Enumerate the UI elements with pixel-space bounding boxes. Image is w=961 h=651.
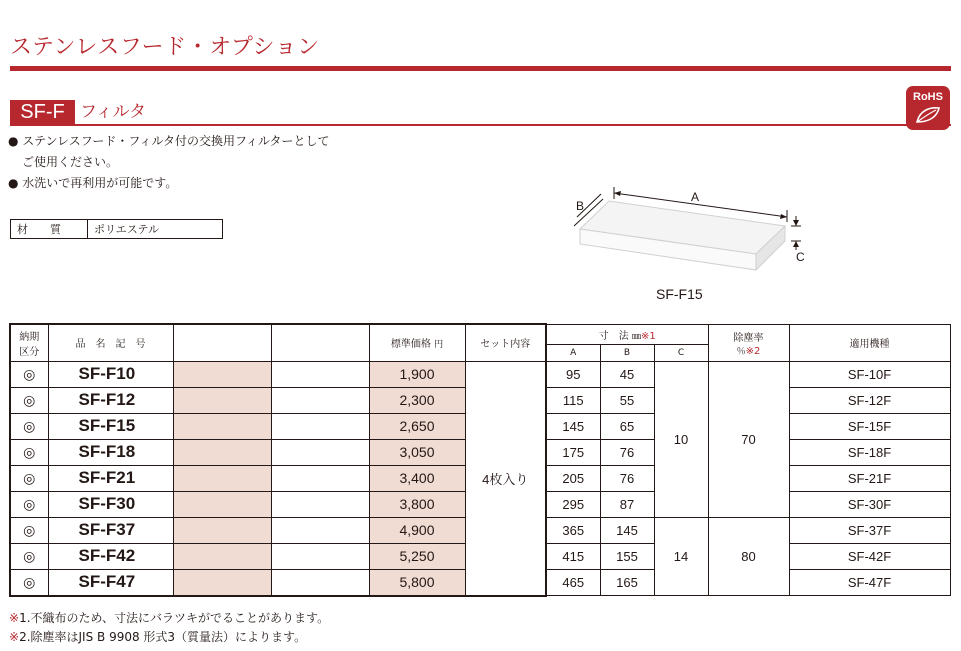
- blank-cell: [271, 439, 369, 465]
- pink-cell: [173, 413, 271, 439]
- blank-cell: [271, 465, 369, 491]
- dim-b: 45: [600, 361, 654, 387]
- dim-a: 365: [546, 517, 600, 543]
- header-model: 品 名 記 号: [48, 324, 173, 361]
- header-dim-a: A: [546, 344, 600, 361]
- pink-cell: [173, 439, 271, 465]
- pink-cell: [173, 491, 271, 517]
- feature-bullets: [8, 131, 330, 194]
- dim-a: 415: [546, 543, 600, 569]
- blank-cell: [271, 413, 369, 439]
- applicable-model: SF-12F: [789, 387, 950, 413]
- bullet-line: ● 水洗いで再利用が可能です。: [8, 176, 178, 190]
- applicable-model: SF-37F: [789, 517, 950, 543]
- pink-cell: [173, 361, 271, 387]
- dust-rate: 70: [708, 361, 789, 517]
- blank-cell: [271, 569, 369, 596]
- blank-cell: [271, 491, 369, 517]
- price: 3,800: [369, 491, 465, 517]
- delivery-mark: ◎: [10, 413, 48, 439]
- applicable-model: SF-18F: [789, 439, 950, 465]
- price: 1,900: [369, 361, 465, 387]
- model-code: SF-F12: [48, 387, 173, 413]
- dim-b: 55: [600, 387, 654, 413]
- dim-c: 14: [654, 517, 708, 596]
- rohs-label: RoHS: [913, 91, 943, 103]
- dim-a: 115: [546, 387, 600, 413]
- dim-b: 76: [600, 465, 654, 491]
- price: 3,400: [369, 465, 465, 491]
- dim-a: 295: [546, 491, 600, 517]
- price: 3,050: [369, 439, 465, 465]
- leaf-icon: [914, 105, 942, 125]
- model-code: SF-F42: [48, 543, 173, 569]
- dim-b: 145: [600, 517, 654, 543]
- header-blank-1: [173, 324, 271, 361]
- header-size: 寸 法 ㎜※1: [546, 324, 708, 344]
- material-value: ポリエステル: [88, 220, 223, 239]
- price: 5,250: [369, 543, 465, 569]
- model-code: SF-F47: [48, 569, 173, 596]
- spec-table: [9, 323, 951, 597]
- model-code: SF-F10: [48, 361, 173, 387]
- blank-cell: [271, 517, 369, 543]
- model-code: SF-F18: [48, 439, 173, 465]
- dim-a: 465: [546, 569, 600, 596]
- page-title: ステンレスフード・オプション: [10, 35, 320, 60]
- model-code: SF-F15: [48, 413, 173, 439]
- pink-cell: [173, 543, 271, 569]
- pink-cell: [173, 517, 271, 543]
- delivery-mark: ◎: [10, 361, 48, 387]
- header-price: 標準価格 円: [369, 324, 465, 361]
- footnote-1: ※1.不織布のため、寸法にバラツキがでることがあります。: [9, 611, 330, 625]
- section-name: フィルタ: [80, 102, 146, 122]
- pink-cell: [173, 465, 271, 491]
- dim-label-c: C: [796, 250, 805, 264]
- bullet-line: ● ステンレスフード・フィルタ付の交換用フィルターとして: [8, 134, 330, 148]
- dust-rate: 80: [708, 517, 789, 596]
- applicable-model: SF-30F: [789, 491, 950, 517]
- model-code: SF-F21: [48, 465, 173, 491]
- delivery-mark: ◎: [10, 387, 48, 413]
- section-rule: [10, 124, 951, 126]
- blank-cell: [271, 543, 369, 569]
- rohs-badge: [906, 86, 950, 130]
- dim-b: 165: [600, 569, 654, 596]
- dim-label-b: B: [576, 199, 585, 213]
- bullet-line: ご使用ください。: [22, 155, 119, 169]
- footnote-2: ※2.除塵率はJIS B 9908 形式3（質量法）によります。: [9, 630, 307, 644]
- dim-c: 10: [654, 361, 708, 517]
- header-set: セット内容: [465, 324, 546, 361]
- model-code: SF-F30: [48, 491, 173, 517]
- applicable-model: SF-47F: [789, 569, 950, 596]
- table-row: [10, 361, 950, 387]
- delivery-mark: ◎: [10, 543, 48, 569]
- dim-a: 175: [546, 439, 600, 465]
- footnotes: [9, 609, 329, 647]
- pink-cell: [173, 569, 271, 596]
- title-rule: [10, 66, 951, 71]
- blank-cell: [271, 387, 369, 413]
- diagram-caption: SF-F15: [656, 286, 703, 302]
- applicable-model: SF-42F: [789, 543, 950, 569]
- header-blank-2: [271, 324, 369, 361]
- header-applicable: 適用機種: [789, 324, 950, 361]
- dim-b: 87: [600, 491, 654, 517]
- header-delivery: 納期 区分: [10, 324, 48, 361]
- price: 2,650: [369, 413, 465, 439]
- model-code: SF-F37: [48, 517, 173, 543]
- material-label: 材 質: [11, 220, 88, 239]
- dim-b: 76: [600, 439, 654, 465]
- dim-a: 95: [546, 361, 600, 387]
- dim-b: 155: [600, 543, 654, 569]
- applicable-model: SF-10F: [789, 361, 950, 387]
- delivery-mark: ◎: [10, 491, 48, 517]
- blank-cell: [271, 361, 369, 387]
- applicable-model: SF-21F: [789, 465, 950, 491]
- delivery-mark: ◎: [10, 439, 48, 465]
- header-dust-rate: 除塵率 ％※2: [708, 324, 789, 361]
- applicable-model: SF-15F: [789, 413, 950, 439]
- section-code-badge: SF-F: [10, 100, 75, 124]
- header-dim-b: B: [600, 344, 654, 361]
- price: 4,900: [369, 517, 465, 543]
- price: 5,800: [369, 569, 465, 596]
- set-content: 4枚入り: [465, 361, 546, 596]
- material-table: [10, 219, 223, 239]
- price: 2,300: [369, 387, 465, 413]
- header-dim-c: C: [654, 344, 708, 361]
- dim-a: 205: [546, 465, 600, 491]
- dim-b: 65: [600, 413, 654, 439]
- dim-a: 145: [546, 413, 600, 439]
- filter-diagram: [555, 180, 815, 280]
- delivery-mark: ◎: [10, 517, 48, 543]
- pink-cell: [173, 387, 271, 413]
- delivery-mark: ◎: [10, 569, 48, 596]
- delivery-mark: ◎: [10, 465, 48, 491]
- dim-label-a: A: [691, 190, 700, 204]
